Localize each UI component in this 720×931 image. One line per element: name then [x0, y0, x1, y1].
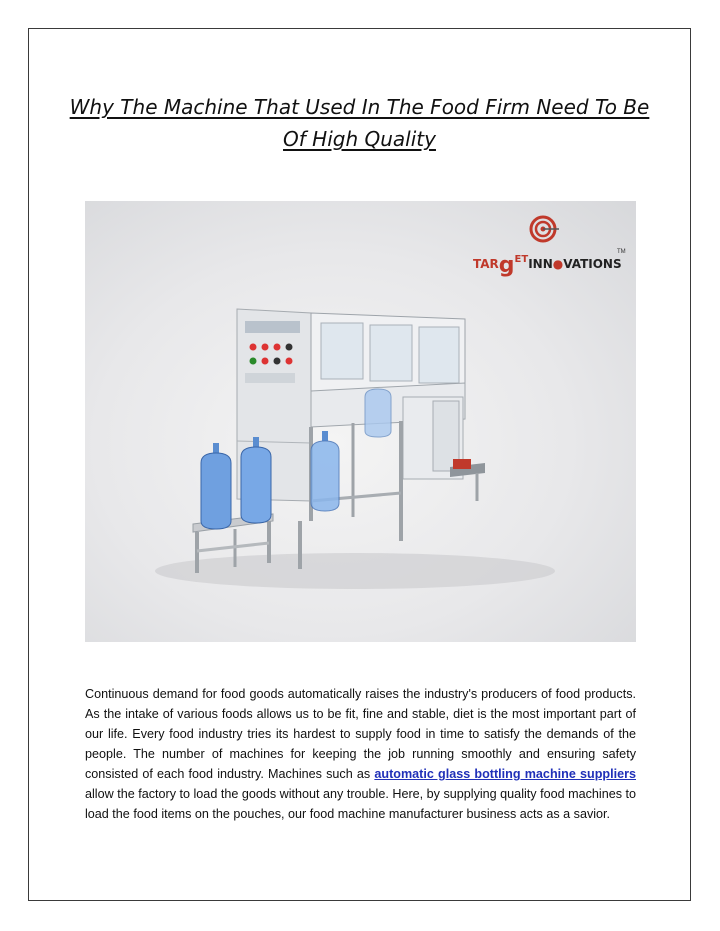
logo-trademark: TM — [617, 249, 626, 255]
target-icon — [527, 213, 567, 247]
bottling-suppliers-link[interactable]: automatic glass bottling machine suppliers — [374, 767, 636, 781]
body-paragraph — [85, 684, 636, 824]
logo-text-et: ET — [514, 254, 529, 265]
paragraph-text-after-link: allow the factory to load the goods without any trouble. Here, by supplying quality food machines to load the food items on the pouches, our food machine manufacturer business acts as a savior. — [85, 787, 636, 821]
document-page — [28, 28, 691, 901]
logo-text-inn: INN — [528, 257, 553, 271]
document-title-text: Why The Machine That Used In The Food Firm Need To Be Of High Quality — [69, 95, 650, 151]
product-photo — [85, 201, 636, 642]
logo-letter-o: ● — [552, 257, 564, 271]
target-innovations-logo — [473, 213, 626, 283]
logo-text-tar: TAR — [473, 257, 499, 271]
logo-text-vations: VATIONS — [563, 257, 622, 271]
logo-letter-g: g — [498, 253, 515, 278]
paragraph-text-before-link: Continuous demand for food goods automatically raises the industry's producers of food products. As the intake of various foods allows us to be fit, fine and stable, diet is the most important part of our life. Every food industry tries its hardest to supply food in time to satisfy the demands of the people. The number of machines for keeping the job running smoothly and ensuring safety consisted of each food industry. Machines such as — [85, 687, 636, 781]
document-title — [69, 91, 650, 155]
logo-wordmark — [473, 253, 622, 278]
